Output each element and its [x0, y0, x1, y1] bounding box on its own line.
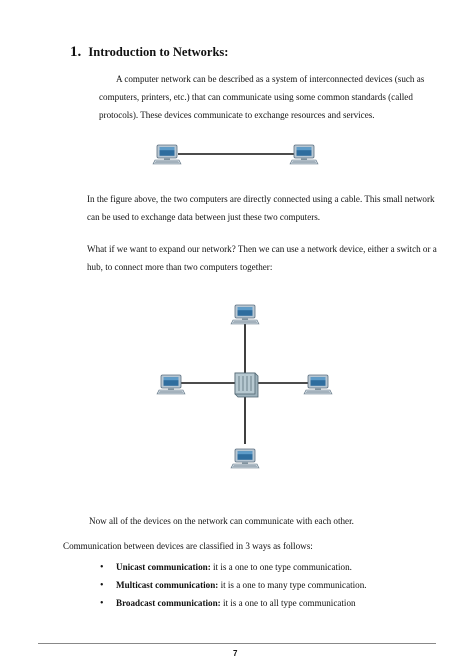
section-title: Introduction to Networks:: [88, 45, 229, 59]
bullet-text: it is a one to many type communication.: [218, 580, 367, 590]
all-devices-paragraph: Now all of the devices on the network can communicate with each other.: [89, 516, 354, 526]
bullet-icon: •: [100, 580, 104, 591]
bullet-term: Broadcast communication:: [116, 598, 221, 608]
list-item: [100, 594, 367, 612]
expand-network-paragraph: What if we want to expand our network? Then we can use a network device, either a switch or a hub, to connect more than two computers together:: [87, 244, 437, 272]
list-item: [100, 576, 367, 594]
bullet-icon: •: [100, 598, 104, 609]
section-number: 1.: [70, 44, 82, 60]
page-number: 7: [233, 649, 238, 658]
intro-paragraph: A computer network can be described as a system of interconnected devices (such as computers, printers, etc.) that can communicate using some common standards (called protocols). These devices communicate to exchange resources and services.: [99, 74, 425, 120]
bullet-icon: •: [100, 562, 104, 573]
footer-divider: [38, 643, 436, 644]
two-computer-diagram: [153, 145, 318, 164]
bullet-term: Multicast communication:: [116, 580, 219, 590]
switch-icon: [235, 373, 258, 397]
computer-icon: [304, 375, 332, 394]
communication-types-list: [100, 558, 367, 612]
list-item: [100, 558, 367, 576]
switch-network-diagram: [157, 305, 332, 468]
computer-icon: [157, 375, 185, 394]
direct-connection-paragraph: In the figure above, the two computers are directly connected using a cable. This small network can be used to exchange data between just these two computers.: [87, 194, 435, 222]
bullet-term: Unicast communication:: [116, 562, 211, 572]
computer-icon: [231, 305, 259, 324]
computer-icon: [231, 449, 259, 468]
computer-icon: [153, 145, 181, 164]
computer-icon: [290, 145, 318, 164]
bullet-text: it is a one to all type communication: [220, 598, 356, 608]
classification-paragraph: Communication between devices are classified in 3 ways as follows:: [63, 541, 313, 551]
bullet-text: it is a one to one type communication.: [210, 562, 352, 572]
